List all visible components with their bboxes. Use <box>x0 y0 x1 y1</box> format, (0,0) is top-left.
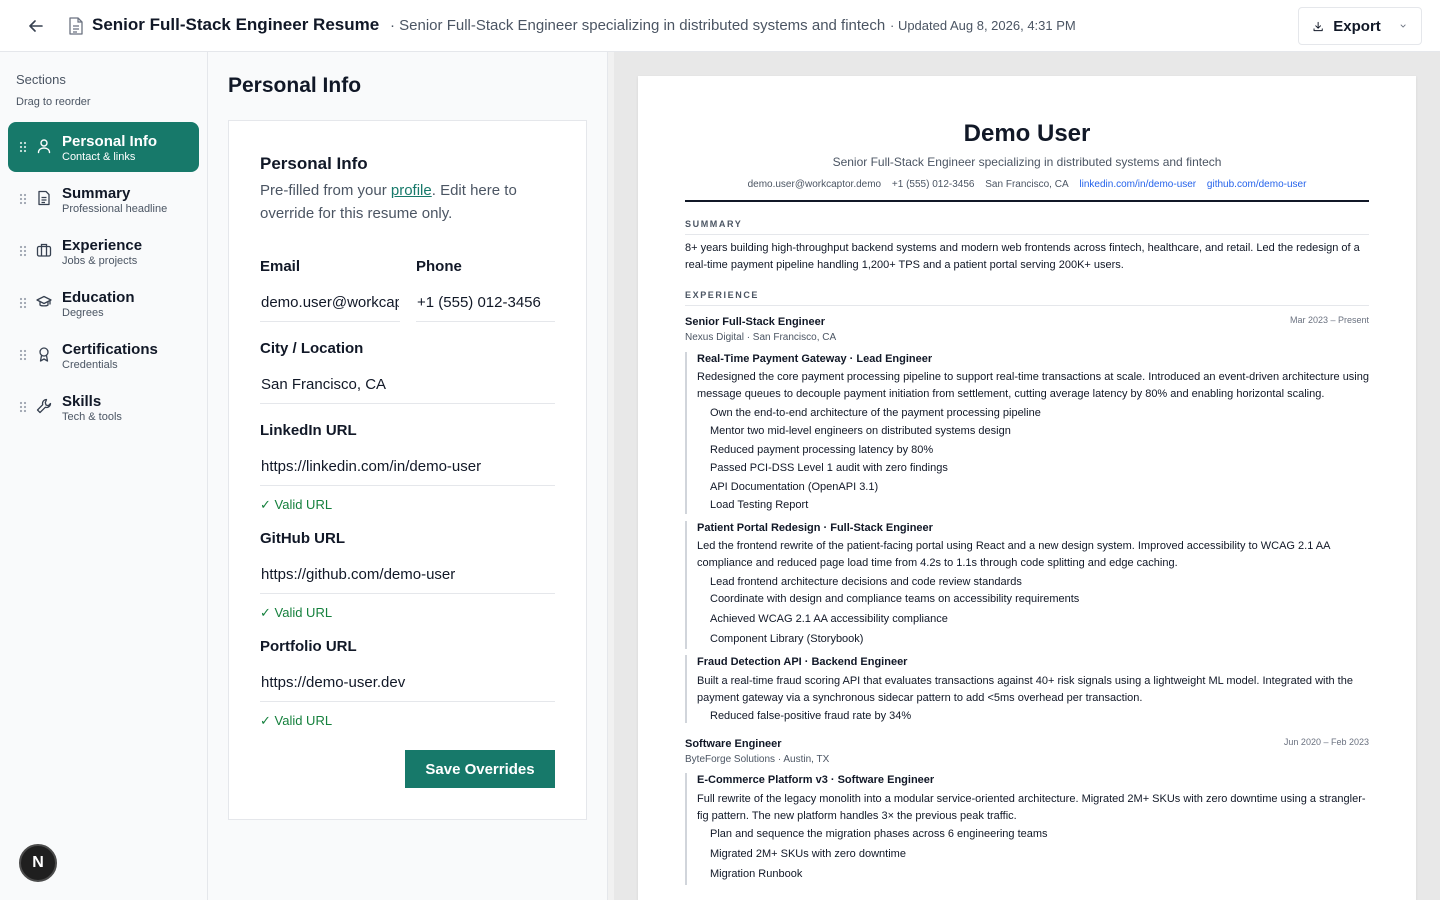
resume-headline: Senior Full-Stack Engineer specializing in distributed systems and fintech <box>832 155 1222 169</box>
sidebar-heading: Sections <box>16 72 66 87</box>
drag-handle-icon[interactable] <box>19 349 27 361</box>
job-dates: Mar 2023 – Present <box>1289 315 1369 325</box>
arrow-left-icon <box>29 19 43 33</box>
resume-name: Demo User <box>963 120 1091 147</box>
back-button[interactable] <box>24 14 48 38</box>
resume-email: demo.user@workcaptor.demo <box>747 179 882 190</box>
phone-input[interactable] <box>416 284 555 322</box>
sidebar-item-personal-info[interactable] <box>8 122 199 172</box>
document-icon <box>36 190 52 206</box>
sidebar-item-label: Education <box>62 289 135 306</box>
portfolio-label: Portfolio URL <box>260 638 357 655</box>
desc-text: . Edit here to override for this resume only. <box>260 182 517 222</box>
sidebar-item-label: Skills <box>62 393 102 410</box>
project-bullet: Reduced false-positive fraud rate by 34% <box>710 710 912 722</box>
job-company: ByteForge Solutions · Austin, TX <box>685 754 830 765</box>
project-title: E-Commerce Platform v3 · Software Engineer <box>697 774 935 786</box>
city-label: City / Location <box>260 340 364 357</box>
sidebar-item-certifications[interactable] <box>8 330 199 380</box>
resume-page <box>638 76 1416 900</box>
sidebar-item-desc: Credentials <box>62 359 118 371</box>
project-bar <box>685 773 687 885</box>
sidebar-item-skills[interactable] <box>8 382 199 432</box>
sidebar-item-desc: Professional headline <box>62 203 168 215</box>
wrench-icon <box>36 398 52 414</box>
portfolio-input[interactable] <box>260 664 555 702</box>
graduation-cap-icon <box>36 294 52 310</box>
save-overrides-button[interactable]: Save Overrides <box>405 750 555 788</box>
city-input[interactable] <box>260 366 555 404</box>
project-desc: Full rewrite of the legacy monolith into a modular service-oriented architecture. Migrated 2M+ SKUs with zero downtime using a strangler-fig pattern. The new platform handles 3× the previous peak traffic. <box>697 793 1366 822</box>
drag-handle-icon[interactable] <box>19 141 27 153</box>
user-avatar[interactable]: N <box>19 844 57 882</box>
project-desc: Built a real-time fraud scoring API that evaluates transactions against 40+ risk signals using a lightweight ML model. Integrated with the payment gateway via a synchronous sidecar pattern to add <5ms overhead per transaction. <box>697 675 1353 704</box>
editor-title: Personal Info <box>228 74 362 97</box>
editor-panel <box>208 52 608 900</box>
export-button[interactable] <box>1298 7 1422 45</box>
sidebar-item-label: Experience <box>62 237 143 254</box>
project-bullet: Coordinate with design and compliance teams on accessibility requirements <box>710 593 1080 605</box>
project-bullet: Migration Runbook <box>710 868 803 880</box>
section-heading-summary: SUMMARY <box>685 219 743 229</box>
sidebar-item-summary[interactable] <box>8 174 199 224</box>
job-dates: Jun 2020 – Feb 2023 <box>1283 737 1369 747</box>
chevron-down-icon <box>1399 20 1407 32</box>
project-bullet: Achieved WCAG 2.1 AA accessibility compliance <box>710 613 948 625</box>
project-bullet: Migrated 2M+ SKUs with zero downtime <box>710 848 906 860</box>
job-title: Software Engineer <box>685 738 782 750</box>
user-icon <box>36 138 52 154</box>
email-input[interactable] <box>260 284 400 322</box>
email-label: Email <box>260 258 301 275</box>
sidebar-item-desc: Degrees <box>62 307 104 319</box>
portfolio-valid-status: ✓ Valid URL <box>260 713 333 728</box>
github-input[interactable] <box>260 556 555 594</box>
github-valid-status: ✓ Valid URL <box>260 605 333 620</box>
project-bullet: Own the end-to-end architecture of the payment processing pipeline <box>710 407 1041 419</box>
card-description <box>260 179 550 225</box>
document-icon <box>68 17 84 35</box>
award-icon <box>36 346 52 362</box>
divider <box>685 305 1369 306</box>
resume-phone: +1 (555) 012-3456 <box>891 179 975 190</box>
sections-sidebar <box>0 52 208 900</box>
project-bar <box>685 521 687 649</box>
project-bullet: Component Library (Storybook) <box>710 633 864 645</box>
download-icon <box>1313 19 1323 34</box>
drag-handle-icon[interactable] <box>19 193 27 205</box>
linkedin-label: LinkedIn URL <box>260 422 357 439</box>
card-title: Personal Info <box>260 154 368 173</box>
panel-resize-handle[interactable] <box>608 52 614 900</box>
linkedin-input[interactable] <box>260 448 555 486</box>
resume-location: San Francisco, CA <box>985 179 1069 190</box>
resume-preview-panel <box>608 52 1440 900</box>
export-label: Export <box>1333 17 1381 35</box>
project-bullet: Lead frontend architecture decisions and code review standards <box>710 576 1022 588</box>
project-bar <box>685 655 687 723</box>
resume-summary: 8+ years building high-throughput backend systems and modern web frontends across fintech, healthcare, and retail. Led the redesign of a real-time payment pipeline handling 1,200+ TPS and a patient portal serving 200K+ users. <box>685 242 1360 271</box>
sidebar-item-desc: Tech & tools <box>62 411 122 423</box>
project-bullet: Load Testing Report <box>710 499 809 511</box>
project-bullet: Reduced payment processing latency by 80% <box>710 444 934 456</box>
job-company: Nexus Digital · San Francisco, CA <box>685 332 837 343</box>
github-label: GitHub URL <box>260 530 345 547</box>
sidebar-item-experience[interactable] <box>8 226 199 276</box>
linkedin-valid-status: ✓ Valid URL <box>260 497 333 512</box>
sidebar-item-label: Personal Info <box>62 133 158 150</box>
personal-info-card <box>228 120 587 820</box>
section-heading-experience: EXPERIENCE <box>685 290 760 300</box>
project-title: Fraud Detection API · Backend Engineer <box>697 656 908 668</box>
project-title: Patient Portal Redesign · Full-Stack Engineer <box>697 522 933 534</box>
sidebar-item-desc: Jobs & projects <box>62 255 138 267</box>
updated-timestamp: · Updated Aug 8, 2026, 4:31 PM <box>890 18 1076 33</box>
project-bar <box>685 352 687 514</box>
divider <box>685 200 1369 202</box>
job-title: Senior Full-Stack Engineer <box>685 316 825 328</box>
project-bullet: Mentor two mid-level engineers on distributed systems design <box>710 425 1011 437</box>
desc-text: Pre-filled from your <box>260 182 391 199</box>
profile-link[interactable]: profile <box>390 182 432 199</box>
project-title: Real-Time Payment Gateway · Lead Engineer <box>697 353 933 365</box>
resume-headline-subtitle: · Senior Full-Stack Engineer specializing in distributed systems and fintech <box>390 17 886 34</box>
resume-github-link[interactable]: github.com/demo-user <box>1206 179 1307 190</box>
project-bullet: Plan and sequence the migration phases across 6 engineering teams <box>710 828 1048 840</box>
page-title: Senior Full-Stack Engineer Resume <box>92 15 380 34</box>
top-bar <box>0 0 1440 52</box>
sidebar-subheading: Drag to reorder <box>16 96 91 108</box>
divider <box>685 234 1369 235</box>
drag-handle-icon[interactable] <box>19 245 27 257</box>
resume-linkedin-link[interactable]: linkedin.com/in/demo-user <box>1079 179 1197 190</box>
resume-contacts <box>638 179 1416 190</box>
project-desc: Redesigned the core payment processing pipeline to support real-time transactions at scale. Introduced an event-driven architecture using message queues to decouple payment initiation from settlement, cutting average latency by 80% and enabling horizontal scaling. <box>697 371 1369 400</box>
phone-label: Phone <box>416 258 462 275</box>
drag-handle-icon[interactable] <box>19 297 27 309</box>
project-bullet: Passed PCI-DSS Level 1 audit with zero findings <box>710 462 948 474</box>
project-desc: Led the frontend rewrite of the patient-facing portal using React and a new design system. Improved accessibility to WCAG 2.1 AA compliance and reduced page load time from 4.2s to 1.1s through code splitting and edge caching. <box>697 540 1330 569</box>
briefcase-icon <box>36 242 52 258</box>
sidebar-item-education[interactable] <box>8 278 199 328</box>
project-bullet: API Documentation (OpenAPI 3.1) <box>710 481 879 493</box>
sidebar-item-label: Certifications <box>62 341 158 358</box>
sidebar-item-label: Summary <box>62 185 131 202</box>
sidebar-item-desc: Contact & links <box>62 151 136 163</box>
drag-handle-icon[interactable] <box>19 401 27 413</box>
